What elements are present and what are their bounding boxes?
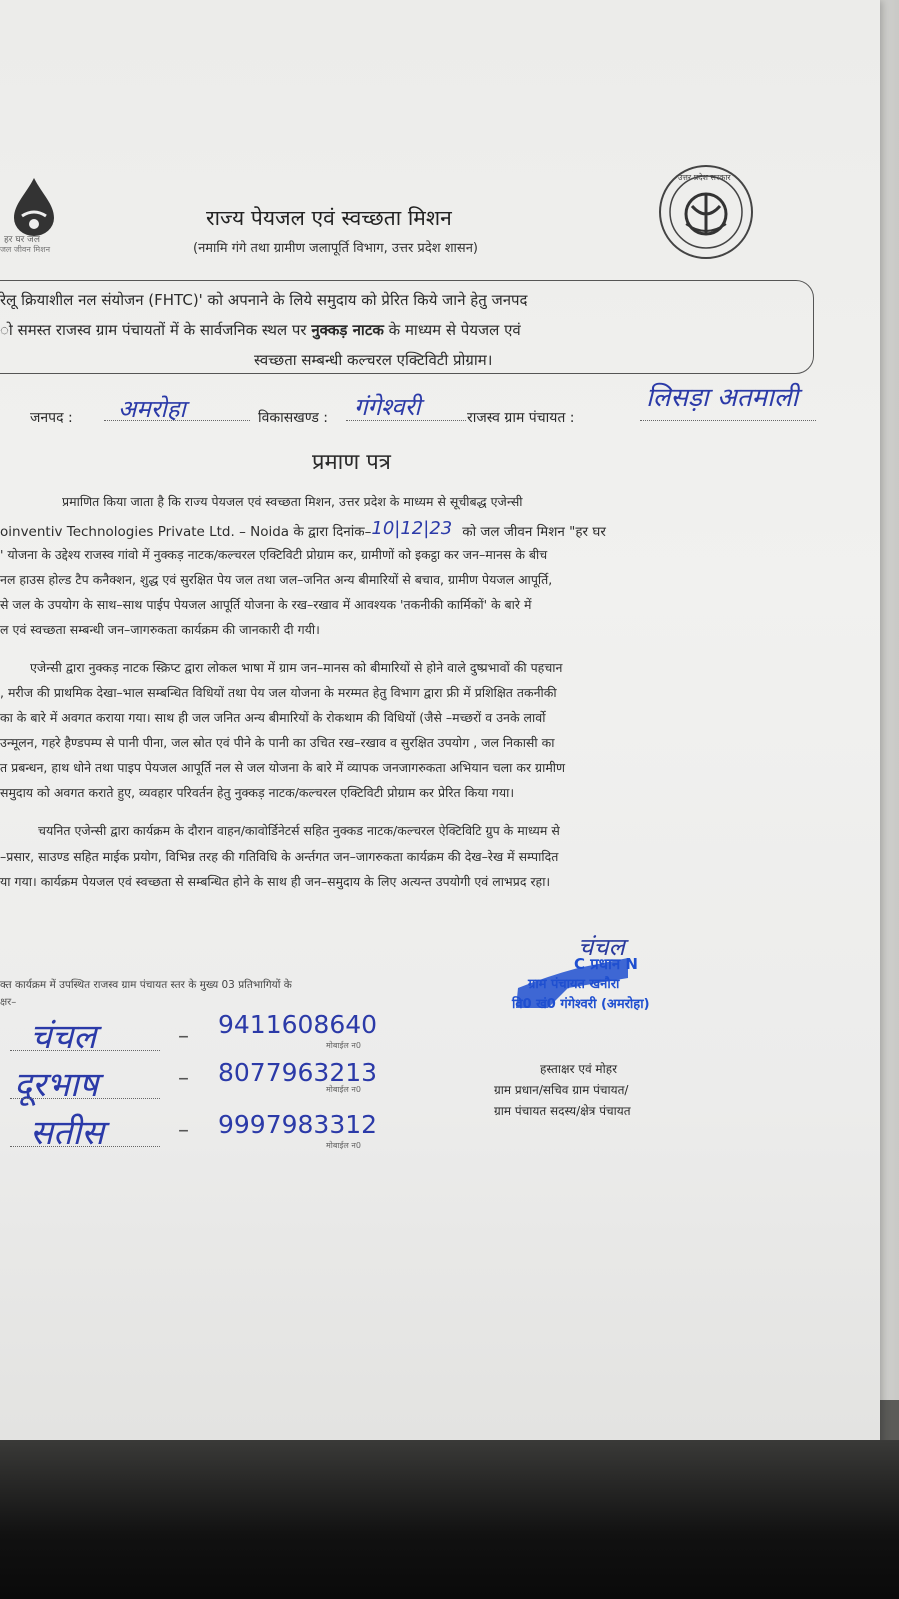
logo-text-2: जल जीवन मिशन [0,245,51,254]
water-drop-icon [4,176,64,238]
seal-text: उत्तर प्रदेश सरकार [678,173,731,182]
para2-line-3: का के बारे में अवगत कराया गया। साथ ही जल जनित अन्य बीमारियों के रोकथाम की विधियों (जैसे –मच्छरों व उनके लार्वो [0,710,546,725]
district-label: जनपद : [30,410,73,426]
mission-title: राज्य पेयजल एवं स्वच्छता मिशन [206,206,452,230]
participant-name: चंचल [30,1017,97,1057]
para1-line-4: नल हाउस होल्ड टैप कनैक्शन, शुद्ध एवं सुरक्षित पेय जल तथा जल–जनित अन्य बीमारियों से बचाव, ग्रामीण पेयजल आपूर्ति, [0,572,553,587]
mobile-label: मोबाईल न0 [326,1141,361,1150]
para1-line-3: ' योजना के उद्देश्य राजस्व गांवो में नुक्कड़ नाटक/कल्चरल एक्टिविटी प्रोग्राम कर, ग्रामीणों को इकट्ठा कर जन–मानस के बीच [0,547,548,562]
block-value: गंगेश्वरी [354,393,421,421]
participant-mobile: 8077963213 [218,1058,378,1087]
participants-intro: क्त कार्यक्रम में उपस्थित राजस्व ग्राम पंचायत स्तर के मुख्य 03 प्रतिभागियों के [0,979,292,991]
block-label: विकासखण्ड : [258,410,329,426]
logo-text-1: हर घर जल [4,235,40,245]
para2-line-1: एजेन्सी द्वारा नुक्कड़ नाटक स्क्रिप्ट द्वारा लोकल भाषा में ग्राम जन–मानस को बीमारियों से होने वाले दुष्प्रभावों की पहचान [30,660,563,675]
participant-name: सतीस [30,1113,105,1153]
signature-caption-2: ग्राम प्रधान/सचिव ग्राम पंचायत/ [494,1083,629,1097]
participants-intro-2: क्षर– [0,997,17,1008]
participant-mobile: 9411608640 [218,1010,378,1039]
para1-line-1: प्रमाणित किया जाता है कि राज्य पेयजल एवं स्वच्छता मिशन, उत्तर प्रदेश के माध्यम से सूचीबद्ध एजेन्सी [62,494,523,509]
stamp-line-1: C प्रधान N [574,955,638,973]
table-surface [0,1440,899,1599]
district-value: अमरोहा [118,395,186,423]
program-line-1: रेलू क्रियाशील नल संयोजन (FHTC)' को अपनाने के लिये समुदाय को प्रेरित किये जाने हेतु जनपद [0,291,528,309]
signature: चंचल [578,933,625,961]
signature-caption-1: हस्ताक्षर एवं मोहर [540,1062,618,1076]
stamp-line-3: वि0 खं0 गंगेश्वरी (अमरोहा) [512,997,650,1012]
official-stamp [508,948,726,1020]
up-government-seal [656,162,756,262]
para1-line-2: oinventiv Technologies Private Ltd. – Noida के द्वारा दिनांक–10|12|23 को जल जीवन मिशन "हर घर [0,518,606,540]
participant-mobile: 9997983312 [218,1110,378,1139]
dash: – [178,1118,189,1143]
para3-line-1: चयनित एजेन्सी द्वारा कार्यक्रम के दौरान वाहन/कावोर्डिनेटर्स सहित नुक्कड नाटक/कल्चरल ऐक्टिविटि ग्रुप के माध्यम से [38,823,560,838]
para3-line-2: –प्रसार, साउण्ड सहित माईक प्रयोग, विभिन्न तरह की गतिविधि के अर्न्तगत जन–जागरुकता कार्यक्रम की देख–रेख में सम्पादित [0,849,559,864]
para1-line-6: ल एवं स्वच्छता सम्बन्धी जन–जागरुकता कार्यक्रम की जानकारी दी गयी। [0,622,320,637]
certificate-title: प्रमाण पत्र [312,450,391,475]
para2-line-2: , मरीज की प्राथमिक देखा–भाल सम्बन्धित विधियों तथा पेय जल योजना के मरम्मत हेतु विभाग द्वारा फ्री में प्रशिक्षित तकनीकी [0,685,557,700]
program-line-3: स्वच्छता सम्बन्धी कल्चरल एक्टिविटी प्रोग्राम। [254,351,493,369]
para1-line-5: से जल के उपयोग के साथ–साथ पाईप पेयजल आपूर्ति योजना के रख–रखाव में आवश्यक 'तकनीकी कार्मिकों' के बारे में [0,597,532,612]
mobile-label: मोबाईल न0 [326,1041,361,1050]
para3-line-3: या गया। कार्यक्रम पेयजल एवं स्वच्छता से सम्बन्धित होने के साथ ही जन–समुदाय के लिए अत्यन्त उपयोगी एवं लाभप्रद रहा। [0,874,551,889]
participant-name: दूरभाष [14,1065,99,1105]
programme-date: 10|12|23 [371,518,453,539]
program-line-2: ो समस्त राजस्व ग्राम पंचायतों में के सार्वजनिक स्थल पर नुक्कड़ नाटक के माध्यम से पेयजल एवं [0,321,521,339]
gram-panchayat-label: राजस्व ग्राम पंचायत : [467,410,575,426]
dash: – [178,1024,189,1049]
stamp-line-2: ग्राम पंचायत खनौरा [528,977,620,992]
dash: – [178,1066,189,1091]
para2-line-6: समुदाय को अवगत कराते हुए, व्यवहार परिवर्तन हेतु नुक्कड़ नाटक/कल्चरल एक्टिविटी प्रोग्राम कर प्रेरित किया गया। [0,785,515,800]
signature-caption-3: ग्राम पंचायत सदस्य/क्षेत्र पंचायत [494,1104,631,1118]
mobile-label: मोबाईल न0 [326,1085,361,1094]
jal-jeevan-logo [0,176,74,266]
gram-panchayat-value: लिसड़ा अतमाली [646,383,799,413]
para2-line-5: त प्रबन्धन, हाथ धोने तथा पाइप पेयजल आपूर्ति नल से जल योजना के बारे में व्यापक जनजागरुकता अभियान चला कर ग्रामीण [0,760,566,775]
para2-line-4: उन्मूलन, गहरे हैण्डपम्प से पानी पीना, जल स्रोत एवं पीने के पानी का उचित रख–रखाव व सुरक्षित उपयोग , जल निकासी का [0,735,555,750]
mission-subtitle: (नमामि गंगे तथा ग्रामीण जलापूर्ति विभाग, उत्तर प्रदेश शासन) [193,241,478,256]
